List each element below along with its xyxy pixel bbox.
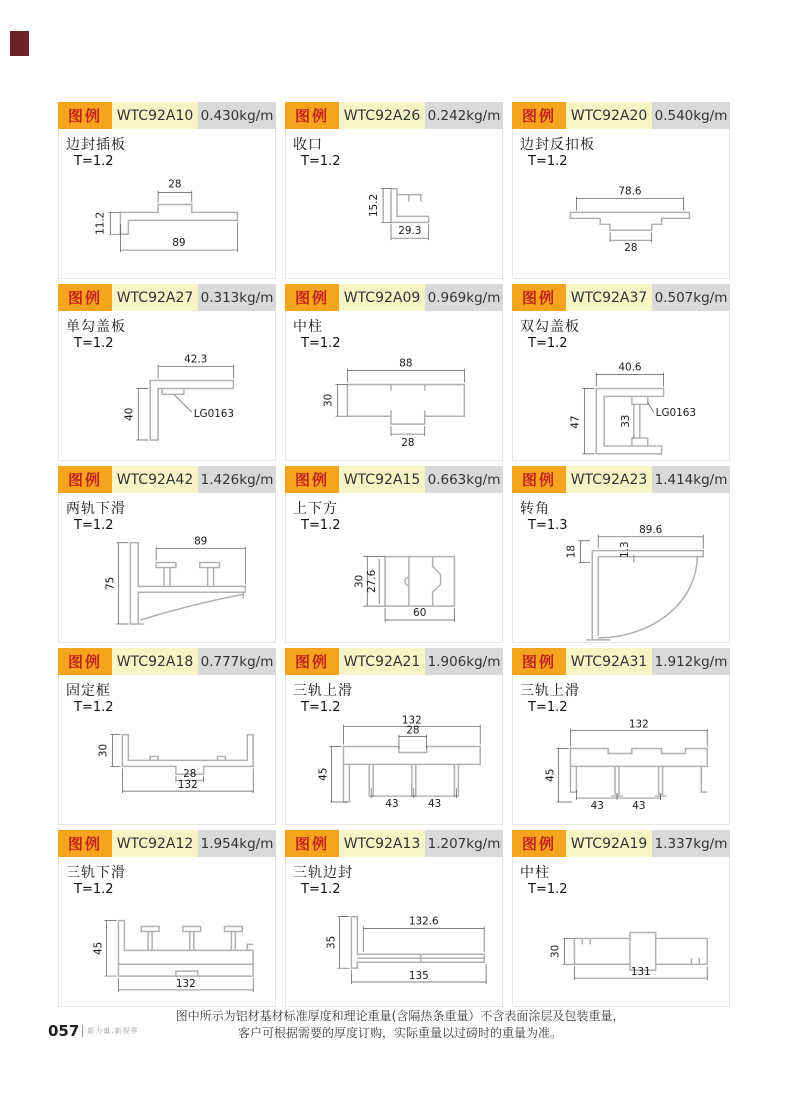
weight-value: 0.777kg/m (198, 648, 276, 675)
dim-label: 30 (549, 944, 562, 958)
weight-value: 0.507kg/m (652, 284, 730, 311)
model-code: WTC92A26 (339, 102, 425, 129)
weight-value: 0.540kg/m (652, 102, 730, 129)
weight-value: 1.912kg/m (652, 648, 730, 675)
model-code: WTC92A21 (339, 648, 425, 675)
dim-label: 42.3 (184, 353, 208, 366)
dim-label: 132 (628, 718, 649, 731)
profile-thickness: T=1.2 (528, 882, 568, 897)
profile-name: 双勾盖板 (520, 319, 580, 335)
profile-name: 三轨边封 (293, 865, 353, 881)
profile-thickness: T=1.2 (74, 518, 114, 533)
dim-label: 18 (565, 545, 578, 559)
model-code: WTC92A10 (112, 102, 198, 129)
profile-thickness: T=1.2 (528, 154, 568, 169)
profile-thickness: T=1.2 (74, 336, 114, 351)
dim-label: 45 (317, 767, 330, 781)
profile-card (58, 648, 276, 825)
profile-drawing (286, 311, 502, 460)
dim-label: 135 (408, 970, 429, 983)
dim-label: 11.2 (94, 211, 107, 235)
profile-drawing (286, 857, 502, 1006)
dim-label: 33 (619, 414, 632, 428)
profile-card (285, 284, 503, 461)
profile-name: 两轨下滑 (66, 501, 126, 517)
profile-card (58, 466, 276, 643)
dim-label: 29.3 (398, 225, 422, 238)
weight-value: 1.426kg/m (198, 466, 276, 493)
dim-label: 132 (401, 714, 422, 727)
profile-card (58, 830, 276, 1007)
dim-label: 1.3 (618, 541, 631, 558)
dim-label: 30 (353, 574, 366, 588)
brand-tagline: 新力量,新视界 (87, 1027, 139, 1035)
profile-thickness: T=1.2 (301, 154, 341, 169)
profile-drawing (59, 493, 275, 642)
page-footer (48, 1022, 139, 1040)
dim-label: 89 (172, 237, 186, 250)
legend-badge: 图例 (58, 102, 112, 129)
dim-label: 89.6 (639, 523, 663, 536)
legend-badge: 图例 (285, 466, 339, 493)
weight-value: 0.242kg/m (425, 102, 503, 129)
page-number-divider (82, 1025, 83, 1037)
profile-drawing (513, 311, 729, 460)
profile-thickness: T=1.2 (301, 518, 341, 533)
profile-name: 三轨上滑 (293, 683, 353, 699)
profile-drawing (513, 857, 729, 1006)
dim-label: 30 (97, 743, 110, 758)
weight-value: 1.954kg/m (198, 830, 276, 857)
dim-label: 45 (544, 768, 557, 782)
profile-thickness: T=1.2 (74, 154, 114, 169)
weight-value: 1.414kg/m (652, 466, 730, 493)
dim-label: 78.6 (618, 185, 642, 198)
brand-mark (10, 31, 29, 56)
profile-drawing (59, 675, 275, 824)
model-code: WTC92A23 (566, 466, 652, 493)
dim-label: 28 (183, 768, 197, 781)
profile-thickness: T=1.2 (301, 336, 341, 351)
profile-name: 中柱 (520, 865, 550, 881)
dim-label: 47 (569, 415, 582, 429)
profile-thickness: T=1.2 (74, 882, 114, 897)
legend-badge: 图例 (512, 284, 566, 311)
dim-label: 27.6 (366, 569, 379, 593)
profile-card (285, 466, 503, 643)
dim-label: 28 (401, 436, 415, 449)
profile-card (512, 284, 730, 461)
footer-note-line2: 客户可根据需要的厚度订购，实际重量以过磅时的重量为准。 (237, 1026, 562, 1040)
dim-label: 43 (428, 797, 442, 810)
profile-drawing (513, 675, 729, 824)
legend-badge: 图例 (58, 830, 112, 857)
profile-name: 上下方 (293, 501, 338, 517)
profile-drawing (286, 129, 502, 278)
profile-drawing (513, 493, 729, 642)
profile-name: 中柱 (293, 319, 323, 335)
weight-value: 0.313kg/m (198, 284, 276, 311)
profile-name: 边封插板 (66, 137, 126, 153)
dim-label: 28 (624, 242, 638, 255)
profile-thickness: T=1.2 (301, 700, 341, 715)
profile-grid (58, 102, 730, 1007)
legend-badge: 图例 (58, 648, 112, 675)
legend-badge: 图例 (285, 830, 339, 857)
model-code: WTC92A15 (339, 466, 425, 493)
dim-label: 45 (92, 941, 105, 955)
profile-card (285, 102, 503, 279)
model-code: WTC92A09 (339, 284, 425, 311)
profile-card (58, 102, 276, 279)
part-note: LG0163 (193, 408, 235, 421)
dim-label: 132 (177, 779, 198, 792)
profile-name: 转角 (520, 501, 550, 517)
profile-drawing (286, 675, 502, 824)
profile-thickness: T=1.3 (528, 518, 568, 533)
dim-label: 88 (399, 357, 413, 370)
profile-card (512, 648, 730, 825)
dim-label: 75 (104, 576, 117, 590)
profile-drawing (286, 493, 502, 642)
legend-badge: 图例 (58, 284, 112, 311)
dim-label: 40.6 (618, 361, 642, 374)
dim-label: 43 (590, 799, 604, 812)
profile-card (512, 102, 730, 279)
weight-value: 0.969kg/m (425, 284, 503, 311)
profile-thickness: T=1.2 (528, 336, 568, 351)
page-number: 057 (48, 1022, 80, 1040)
profile-thickness: T=1.2 (74, 700, 114, 715)
legend-badge: 图例 (512, 648, 566, 675)
model-code: WTC92A37 (566, 284, 652, 311)
dim-label: 131 (630, 966, 651, 979)
dim-label: 35 (325, 935, 338, 950)
profile-card (512, 466, 730, 643)
dim-label: 43 (632, 799, 646, 812)
profile-name: 三轨下滑 (66, 865, 126, 881)
legend-badge: 图例 (512, 466, 566, 493)
profile-card (512, 830, 730, 1007)
profile-drawing (513, 129, 729, 278)
profile-drawing (59, 857, 275, 1006)
profile-card (58, 284, 276, 461)
profile-drawing (59, 129, 275, 278)
dim-label: 28 (406, 724, 420, 737)
dim-label: 28 (168, 178, 182, 191)
weight-value: 1.207kg/m (425, 830, 503, 857)
legend-badge: 图例 (285, 102, 339, 129)
part-note: LG0163 (655, 407, 696, 420)
dim-label: 30 (322, 393, 335, 407)
profile-thickness: T=1.2 (528, 700, 568, 715)
weight-value: 0.430kg/m (198, 102, 276, 129)
footer-note-line1: 图中所示为铝材基材标准厚度和理论重量(含隔热条重量）不含表面涂层及包装重量， (175, 1009, 625, 1023)
weight-value: 1.337kg/m (652, 830, 730, 857)
dim-label: 15.2 (368, 193, 381, 218)
model-code: WTC92A18 (112, 648, 198, 675)
model-code: WTC92A27 (112, 284, 198, 311)
profile-thickness: T=1.2 (301, 882, 341, 897)
legend-badge: 图例 (58, 466, 112, 493)
model-code: WTC92A13 (339, 830, 425, 857)
dim-label: 43 (385, 797, 399, 810)
legend-badge: 图例 (512, 102, 566, 129)
profile-name: 收口 (293, 137, 323, 153)
profile-card (285, 648, 503, 825)
profile-card (285, 830, 503, 1007)
profile-name: 单勾盖板 (66, 319, 126, 335)
weight-value: 1.906kg/m (425, 648, 503, 675)
model-code: WTC92A19 (566, 830, 652, 857)
model-code: WTC92A31 (566, 648, 652, 675)
dim-label: 132.6 (408, 915, 439, 928)
dim-label: 60 (413, 607, 427, 620)
legend-badge: 图例 (285, 648, 339, 675)
profile-drawing (59, 311, 275, 460)
profile-name: 固定框 (66, 683, 111, 699)
model-code: WTC92A42 (112, 466, 198, 493)
dim-label: 40 (123, 407, 136, 421)
model-code: WTC92A12 (112, 830, 198, 857)
profile-name: 边封反扣板 (520, 137, 595, 153)
weight-value: 0.663kg/m (425, 466, 503, 493)
profile-name: 三轨上滑 (520, 683, 580, 699)
legend-badge: 图例 (285, 284, 339, 311)
model-code: WTC92A20 (566, 102, 652, 129)
legend-badge: 图例 (512, 830, 566, 857)
dim-label: 132 (175, 977, 196, 990)
dim-label: 89 (194, 535, 208, 548)
